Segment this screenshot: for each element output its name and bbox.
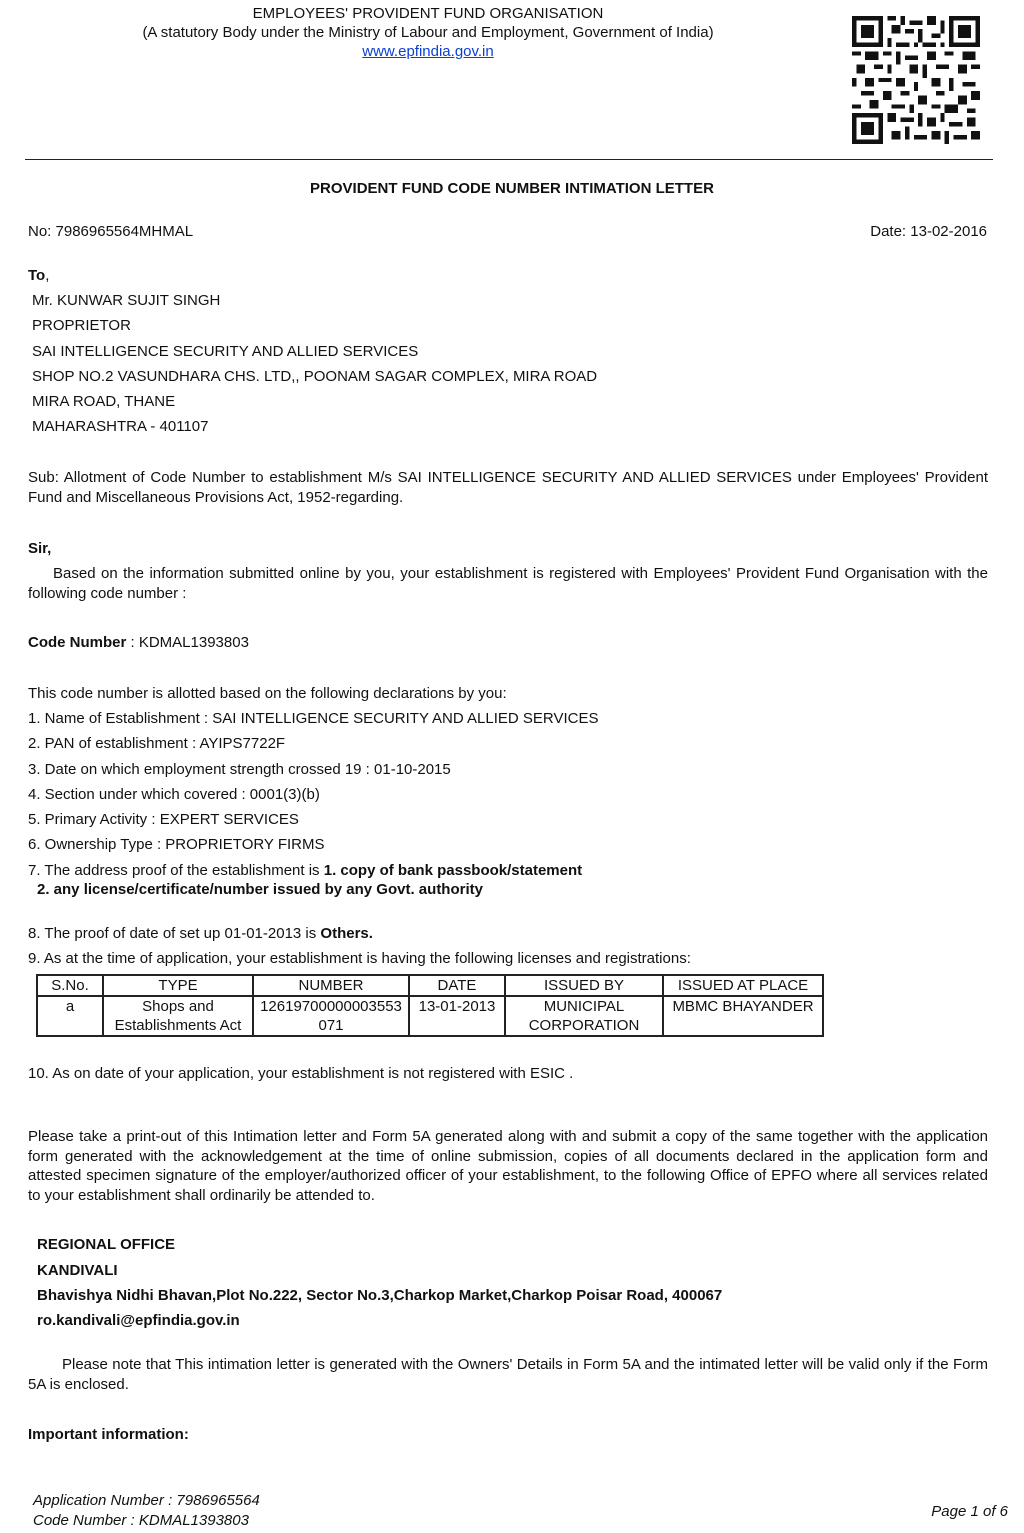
issued-by-line: CORPORATION <box>528 1017 640 1034</box>
to-suffix: , <box>45 267 50 284</box>
letter-number: No: 7986965564MHMAL <box>28 223 194 240</box>
declaration-item-10: 10. As on date of your application, your establishment is not registered with ESIC . <box>28 1065 574 1082</box>
declarations-intro: This code number is allotted based on the following declarations by you: <box>28 685 507 702</box>
declaration-item: 3. Date on which employment strength crossed 19 : 01-10-2015 <box>28 761 451 778</box>
number-line: 12619700000003553 <box>260 998 402 1015</box>
item7-proof-1: 1. copy of bank passbook/statement <box>323 862 583 879</box>
column-header: ISSUED BY <box>505 975 663 996</box>
page-number: Page 1 of 6 <box>931 1503 1008 1520</box>
address-line: MIRA ROAD, THANE <box>32 393 176 410</box>
address-line: PROPRIETOR <box>32 317 131 334</box>
note-paragraph: Please note that This intimation letter is generated with the Owners' Details in Form 5A and the intimated letter will be valid only if the Form 5A is enclosed. <box>28 1356 988 1393</box>
column-header: S.No. <box>37 975 103 996</box>
cell-number <box>253 996 409 1036</box>
licenses-table <box>36 974 824 1037</box>
address-line: SAI INTELLIGENCE SECURITY AND ALLIED SERVICES <box>32 343 419 360</box>
address-line: Mr. KUNWAR SUJIT SINGH <box>32 292 221 309</box>
office-type: REGIONAL OFFICE <box>37 1236 176 1253</box>
declaration-item-8 <box>28 924 373 943</box>
code-value: : KDMAL1393803 <box>126 634 249 651</box>
address-line: SHOP NO.2 VASUNDHARA CHS. LTD,, POONAM SAGAR COMPLEX, MIRA ROAD <box>32 368 598 385</box>
cell-issued-at: MBMC BHAYANDER <box>663 996 823 1036</box>
website-container <box>0 42 856 61</box>
column-header: ISSUED AT PLACE <box>663 975 823 996</box>
declaration-item: 2. PAN of establishment : AYIPS7722F <box>28 735 286 752</box>
letter-title: PROVIDENT FUND CODE NUMBER INTIMATION LETTER <box>310 180 714 197</box>
qr-code-icon <box>852 16 980 144</box>
header-divider <box>25 159 993 160</box>
type-line: Establishments Act <box>114 1017 242 1034</box>
item8-proof: Others. <box>320 925 373 942</box>
intro-paragraph: Based on the information submitted online by you, your establishment is registered with Employees' Provident Fund Organisation with the following code number : <box>28 565 988 602</box>
number-line: 071 <box>318 1017 344 1034</box>
column-header: TYPE <box>103 975 253 996</box>
footer-application-number: Application Number : 7986965564 <box>33 1492 260 1509</box>
cell-date: 13-01-2013 <box>409 996 505 1036</box>
item8-prefix: 8. The proof of date of set up 01-01-2013 is <box>28 925 321 942</box>
type-line: Shops and <box>142 998 214 1015</box>
subject: Sub: Allotment of Code Number to establishment M/s SAI INTELLIGENCE SECURITY AND ALLIED SERVICES under Employees' Provident Fund and Miscellaneous Provisions Act, 1952-regarding. <box>28 469 988 506</box>
declaration-item-9: 9. As at the time of application, your establishment is having the following licenses and registrations: <box>28 950 691 967</box>
office-address: Bhavishya Nidhi Bhavan,Plot No.222, Sector No.3,Charkop Market,Charkop Poisar Road, 400067 <box>37 1287 723 1304</box>
item7-proof-2: 2. any license/certificate/number issued by any Govt. authority <box>37 881 483 898</box>
address-line: MAHARASHTRA - 401107 <box>32 418 209 435</box>
org-name: EMPLOYEES' PROVIDENT FUND ORGANISATION <box>252 5 604 22</box>
declaration-item: 5. Primary Activity : EXPERT SERVICES <box>28 811 299 828</box>
cell-sno: a <box>37 996 103 1036</box>
org-subtitle: (A statutory Body under the Ministry of Labour and Employment, Government of India) <box>142 24 714 41</box>
declaration-item: 4. Section under which covered : 0001(3)(b) <box>28 786 320 803</box>
issued-by-line: MUNICIPAL <box>543 998 625 1015</box>
declaration-item-7 <box>28 861 582 880</box>
cell-issued-by <box>505 996 663 1036</box>
code-number-line <box>28 633 249 652</box>
footer-code-number: Code Number : KDMAL1393803 <box>33 1512 249 1529</box>
salutation: Sir, <box>28 540 52 557</box>
important-info-heading: Important information: <box>28 1426 189 1443</box>
code-label: Code Number <box>28 634 127 651</box>
website-link[interactable]: www.epfindia.gov.in <box>362 43 494 60</box>
office-email: ro.kandivali@epfindia.gov.in <box>37 1312 240 1329</box>
instructions-paragraph: Please take a print-out of this Intimation letter and Form 5A generated along with and submit a copy of the same together with the application form generated with the acknowledgement at the time of online submission, copies of all documents declared in the application form and attested specimen signature of the employer/authorized officer of your establishment, to the following Office of EPFO where all services related to your establishment shall ordinarily be attended to. <box>28 1128 988 1204</box>
cell-type <box>103 996 253 1036</box>
to-line <box>28 266 49 285</box>
letter-date: Date: 13-02-2016 <box>870 223 987 240</box>
table-header-row <box>37 975 823 996</box>
declaration-item: 1. Name of Establishment : SAI INTELLIGENCE SECURITY AND ALLIED SERVICES <box>28 710 599 727</box>
column-header: NUMBER <box>253 975 409 996</box>
declaration-item: 6. Ownership Type : PROPRIETORY FIRMS <box>28 836 325 853</box>
column-header: DATE <box>409 975 505 996</box>
table-row <box>37 996 823 1036</box>
office-name: KANDIVALI <box>37 1262 118 1279</box>
item7-prefix: 7. The address proof of the establishment is <box>28 862 324 879</box>
to-label: To <box>28 267 46 284</box>
